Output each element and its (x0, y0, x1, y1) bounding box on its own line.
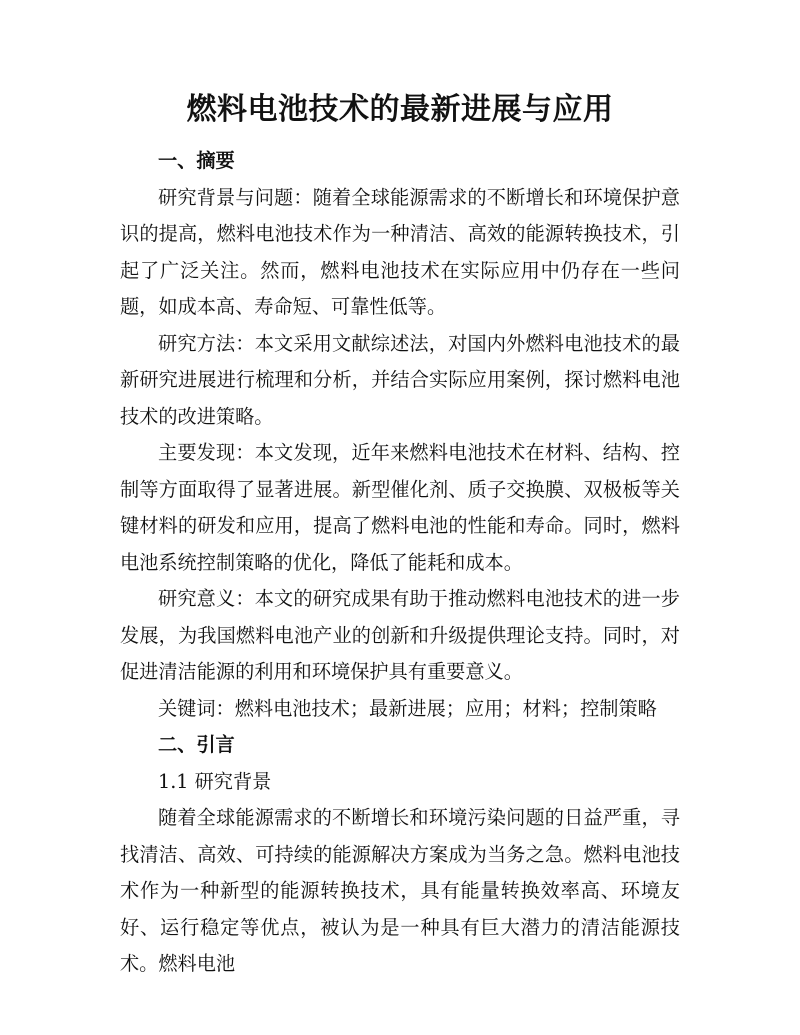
abstract-significance-paragraph: 研究意义：本文的研究成果有助于推动燃料电池技术的进一步发展，为我国燃料电池产业的创新和升级提供理论支持。同时，对促进清洁能源的利用和环境保护具有重要意义。 (120, 587, 680, 683)
keywords-line: 关键词：燃料电池技术；最新进展；应用；材料；控制策略 (158, 696, 657, 720)
section-heading-introduction: 二、引言 (158, 733, 235, 756)
abstract-findings-paragraph: 主要发现：本文发现，近年来燃料电池技术在材料、结构、控制等方面取得了显著进展。新型催化剂、质子交换膜、双极板等关键材料的研发和应用，提高了燃料电池的性能和寿命。同时，燃料电池系统控制策略的优化，降低了能耗和成本。 (120, 441, 680, 574)
document-body (120, 143, 680, 983)
research-background-paragraph: 随着全球能源需求的不断增长和环境污染问题的日益严重，寻找清洁、高效、可持续的能源解决方案成为当务之急。燃料电池技术作为一种新型的能源转换技术，具有能量转换效率高、环境友好、运行稳定等优点，被认为是一种具有巨大潜力的清洁能源技术。燃料电池 (120, 806, 680, 975)
subsection-heading-research-background: 1.1 研究背景 (158, 769, 272, 793)
abstract-method-paragraph: 研究方法：本文采用文献综述法，对国内外燃料电池技术的最新研究进展进行梳理和分析，并结合实际应用案例，探讨燃料电池技术的改进策略。 (120, 331, 680, 428)
section-heading-abstract: 一、摘要 (158, 149, 235, 172)
document-title: 燃料电池技术的最新进展与应用 (186, 92, 614, 127)
abstract-background-paragraph: 研究背景与问题：随着全球能源需求的不断增长和环境保护意识的提高，燃料电池技术作为一种清洁、高效的能源转换技术，引起了广泛关注。然而，燃料电池技术在实际应用中仍存在一些问题，如成本高、寿命短、可靠性低等。 (120, 185, 680, 318)
